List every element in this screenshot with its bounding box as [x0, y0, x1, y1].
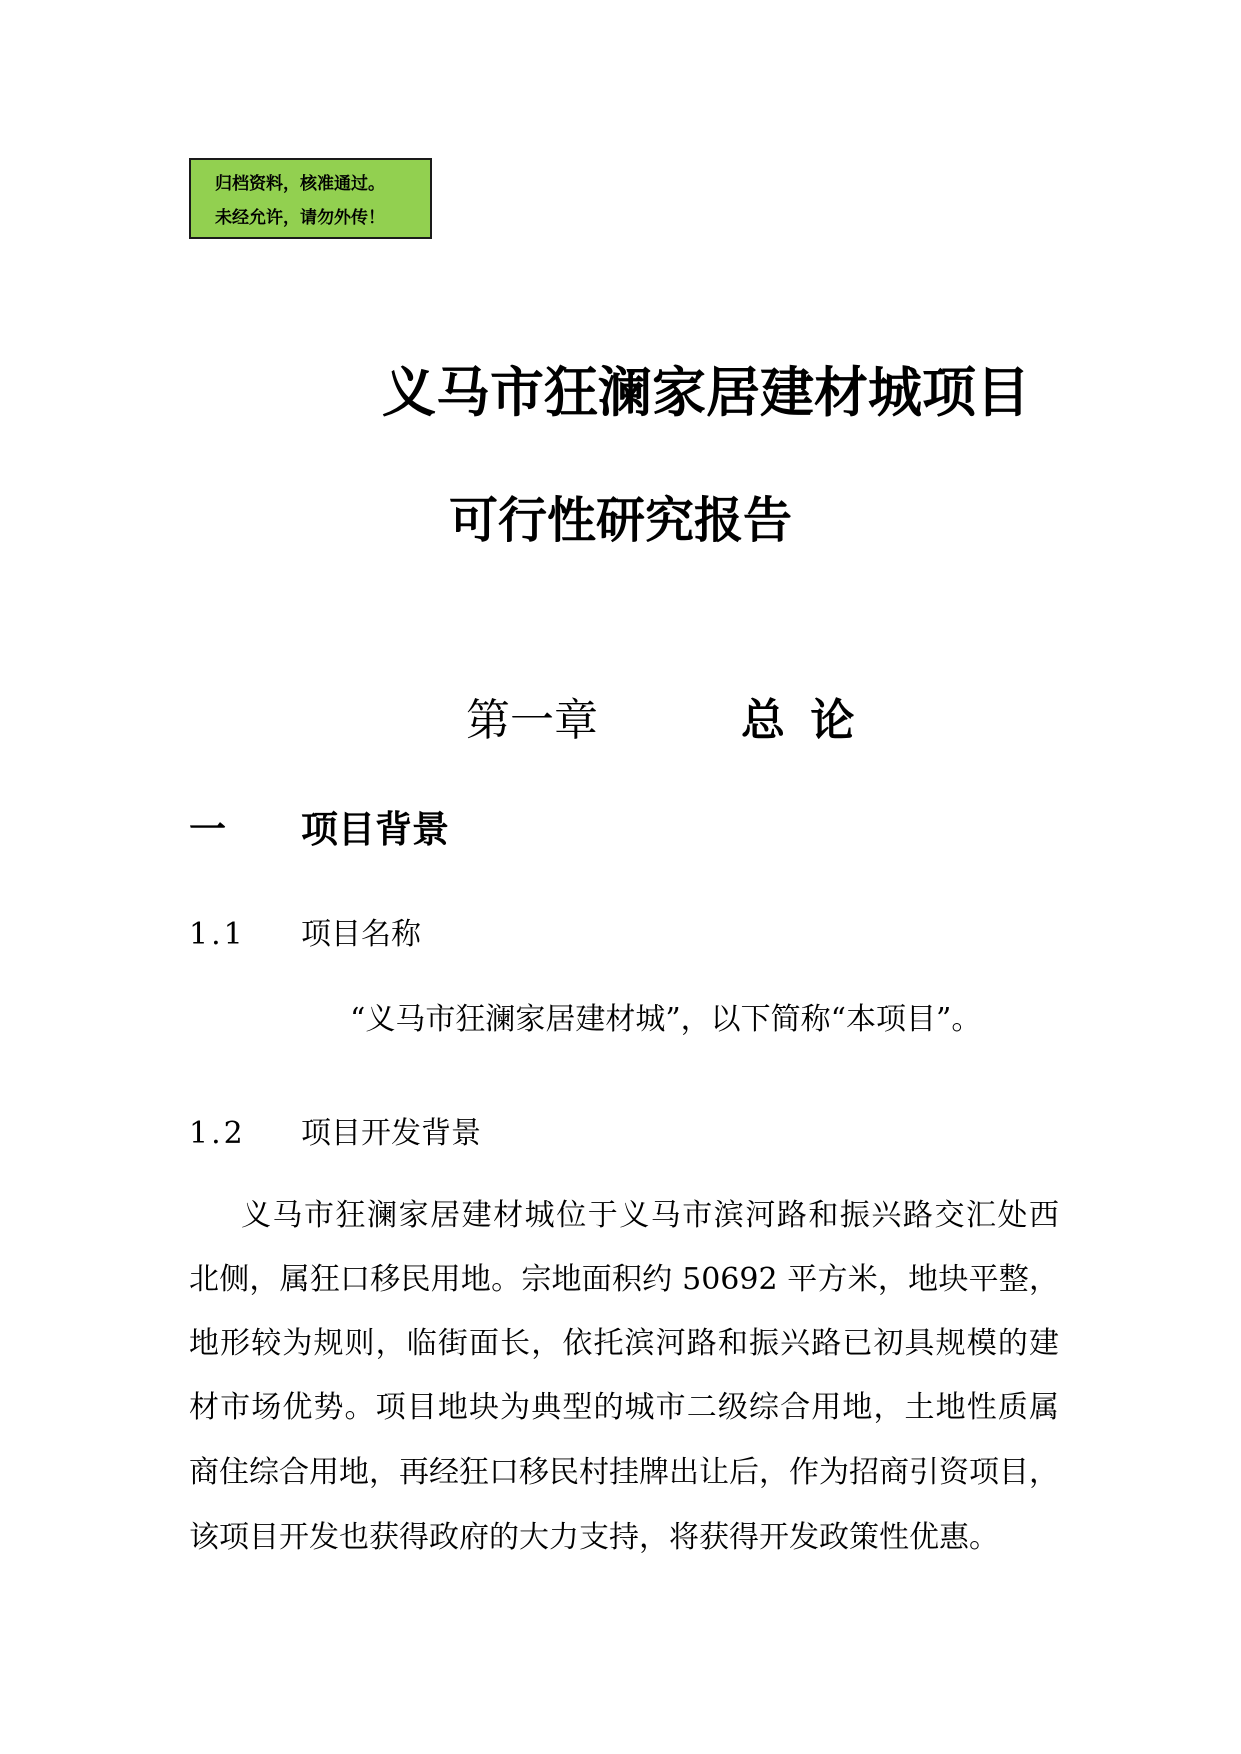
paragraph-line: 义马市狂澜家居建材城位于义马市滨河路和振兴路交汇处西 [241, 1198, 1059, 1233]
paragraph-line: 该项目开发也获得政府的大力支持，将获得开发政策性优惠。 [189, 1520, 999, 1555]
subsection-number: 1.1 [189, 917, 246, 952]
report-subtitle: 可行性研究报告 [449, 492, 793, 549]
project-name-paragraph: “义马市狂澜家居建材城”，以下简称“本项目”。 [350, 1002, 982, 1037]
archive-notice-line-2: 未经允许，请勿外传！ [215, 208, 385, 228]
report-title: 义马市狂澜家居建材城项目 [382, 361, 1030, 424]
subsection-number: 1.2 [189, 1116, 246, 1151]
paragraph-line: 地形较为规则，临街面长，依托滨河路和振兴路已初具规模的建 [189, 1326, 1059, 1361]
section-number: 一 [189, 808, 226, 851]
paragraph-line: 材市场优势。项目地块为典型的城市二级综合用地，土地性质属 [189, 1390, 1059, 1425]
archive-notice-line-1: 归档资料，核准通过。 [215, 174, 385, 194]
paragraph-line: 北侧，属狂口移民用地。宗地面积约 50692 平方米，地块平整， [189, 1262, 1059, 1297]
archive-notice-box [189, 158, 432, 239]
subsection-title: 项目开发背景 [301, 1116, 481, 1151]
section-title: 项目背景 [301, 808, 449, 851]
chapter-number: 第一章 [466, 695, 598, 746]
chapter-name: 总 论 [741, 695, 855, 746]
subsection-title: 项目名称 [301, 917, 421, 952]
paragraph-line: 商住综合用地，再经狂口移民村挂牌出让后，作为招商引资项目， [189, 1455, 1059, 1490]
